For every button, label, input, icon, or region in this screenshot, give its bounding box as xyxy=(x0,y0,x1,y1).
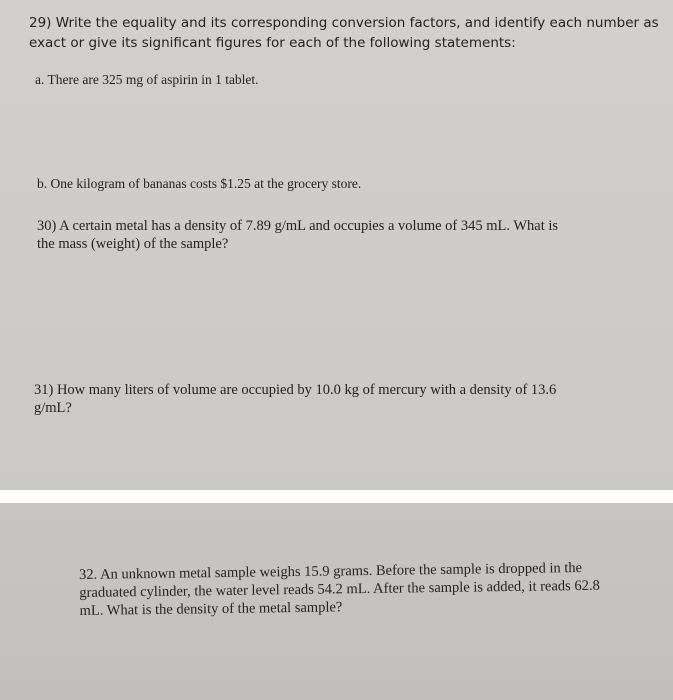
worksheet-photo-bottom xyxy=(0,503,673,700)
question-29-part-b: b. One kilogram of bananas costs $1.25 at the grocery store. xyxy=(37,176,362,191)
question-31-line-2: g/mL? xyxy=(34,400,72,416)
question-29-line-1: 29) Write the equality and its corresponding conversion factors, and identify each number as xyxy=(29,15,659,31)
question-31 xyxy=(34,381,556,417)
question-30-line-1: 30) A certain metal has a density of 7.89 g/mL and occupies a volume of 345 mL. What is xyxy=(37,218,559,234)
question-29-line-2: exact or give its significant figures for each of the following statements: xyxy=(29,35,516,51)
question-32-line-1: 32. An unknown metal sample weighs 15.9 grams. Before the sample is dropped in the xyxy=(79,559,583,583)
question-30-line-2: the mass (weight) of the sample? xyxy=(37,236,229,252)
question-29 xyxy=(29,13,659,53)
question-32 xyxy=(79,559,600,620)
question-32-line-2: graduated cylinder, the water level reads 54.2 mL. After the sample is added, it reads 62.8 xyxy=(79,577,600,601)
question-30 xyxy=(37,217,558,253)
question-29-part-a: a. There are 325 mg of aspirin in 1 tablet. xyxy=(35,72,259,87)
question-31-line-1: 31) How many liters of volume are occupied by 10.0 kg of mercury with a density of 13.6 xyxy=(34,382,557,398)
question-32-line-3: mL. What is the density of the metal sample? xyxy=(79,599,343,619)
